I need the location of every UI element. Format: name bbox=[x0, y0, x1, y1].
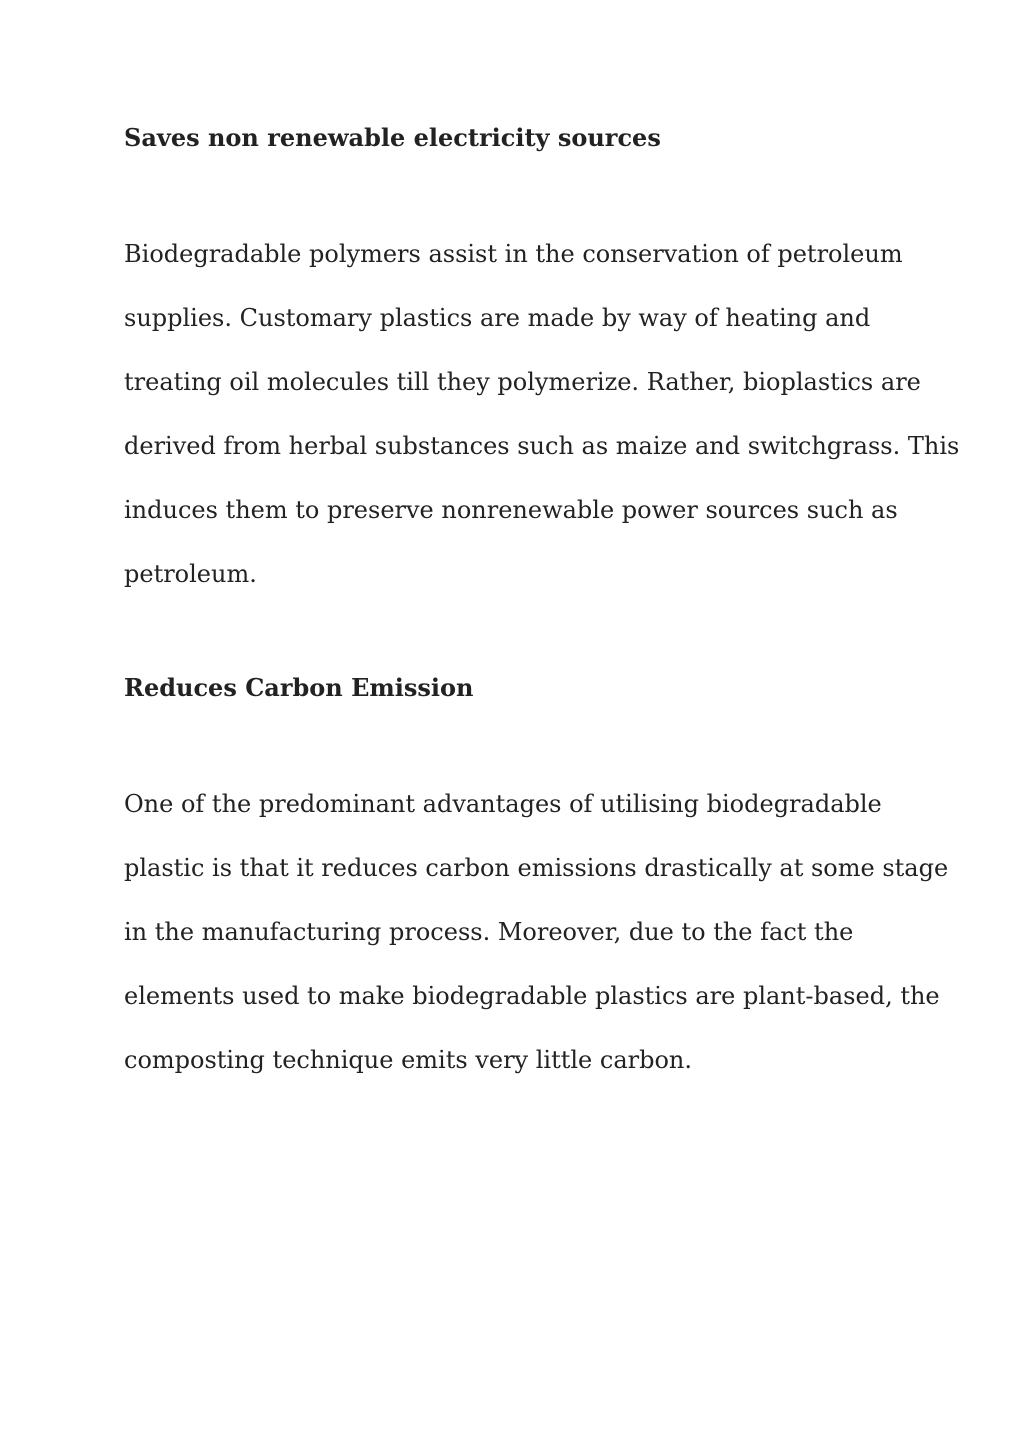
text-line: in the manufacturing process. Moreover, due to the fact the bbox=[124, 918, 854, 946]
text-line: elements used to make biodegradable plastics are plant-based, the bbox=[124, 982, 940, 1010]
text-line: composting technique emits very little carbon. bbox=[124, 1046, 692, 1074]
text-line: treating oil molecules till they polymerize. Rather, bioplastics are bbox=[124, 368, 921, 396]
paragraph-nonrenewable bbox=[124, 234, 960, 618]
text-line: petroleum. bbox=[124, 560, 257, 588]
section-heading-carbon-emission: Reduces Carbon Emission bbox=[124, 673, 474, 702]
section-heading-nonrenewable: Saves non renewable electricity sources bbox=[124, 123, 661, 152]
text-line: derived from herbal substances such as maize and switchgrass. This bbox=[124, 432, 960, 460]
text-line: supplies. Customary plastics are made by way of heating and bbox=[124, 304, 871, 332]
paragraph-carbon-emission bbox=[124, 784, 949, 1104]
text-line: plastic is that it reduces carbon emissions drastically at some stage bbox=[124, 854, 949, 882]
text-line: Biodegradable polymers assist in the conservation of petroleum bbox=[124, 240, 903, 268]
text-line: induces them to preserve nonrenewable power sources such as bbox=[124, 496, 898, 524]
text-line: One of the predominant advantages of utilising biodegradable bbox=[124, 790, 882, 818]
